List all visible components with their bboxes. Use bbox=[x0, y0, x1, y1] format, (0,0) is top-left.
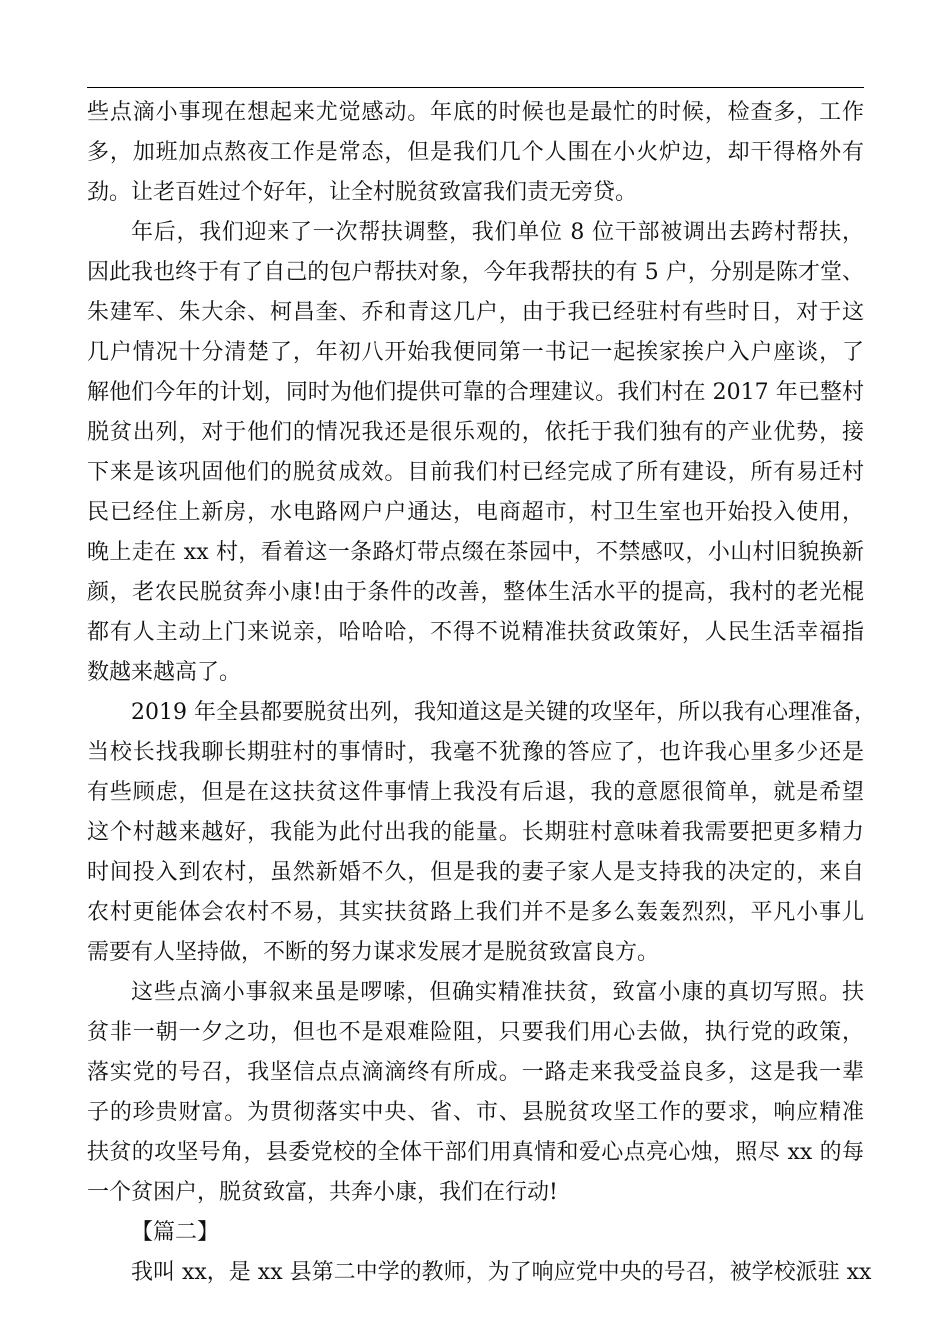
text-line: 脱贫出列，对于他们的情况我还是很乐观的，依托于我们独有的产业优势，接 bbox=[87, 420, 864, 445]
text-line: 民已经住上新房，水电路网户户通达，电商超市，村卫生室也开始投入使用， bbox=[87, 500, 864, 525]
text-line: 多，加班加点熬夜工作是常态，但是我们几个人围在小火炉边，却干得格外有 bbox=[87, 140, 864, 165]
text-line: 时间投入到农村，虽然新婚不久，但是我的妻子家人是支持我的决定的，来自 bbox=[87, 860, 864, 885]
text-line: 因此我也终于有了自己的包户帮扶对象，今年我帮扶的有 5 户，分别是陈才堂、 bbox=[87, 260, 864, 285]
text-line: 颜，老农民脱贫奔小康!由于条件的改善，整体生活水平的提高，我村的老光棍 bbox=[87, 580, 864, 605]
section-heading: 【篇二】 bbox=[131, 1220, 220, 1245]
header-rule bbox=[87, 87, 864, 88]
text-line: 解他们今年的计划，同时为他们提供可靠的合理建议。我们村在 2017 年已整村 bbox=[87, 380, 864, 405]
text-line: 当校长找我聊长期驻村的事情时，我毫不犹豫的答应了，也许我心里多少还是 bbox=[87, 740, 864, 765]
text-line: 需要有人坚持做，不断的努力谋求发展才是脱贫致富良方。 bbox=[87, 940, 660, 965]
text-line: 数越来越高了。 bbox=[87, 660, 242, 685]
text-line: 2019 年全县都要脱贫出列，我知道这是关键的攻坚年，所以我有心理准备， bbox=[131, 700, 876, 725]
text-line: 子的珍贵财富。为贯彻落实中央、省、市、县脱贫攻坚工作的要求，响应精准 bbox=[87, 1100, 864, 1125]
text-line: 下来是该巩固他们的脱贫成效。目前我们村已经完成了所有建设，所有易迁村 bbox=[87, 460, 864, 485]
text-line: 些点滴小事现在想起来尤觉感动。年底的时候也是最忙的时候，检查多，工作 bbox=[87, 100, 864, 125]
text-line: 年后，我们迎来了一次帮扶调整，我们单位 8 位干部被调出去跨村帮扶， bbox=[131, 220, 864, 245]
text-line: 朱建军、朱大余、柯昌奎、乔和青这几户，由于我已经驻村有些时日，对于这 bbox=[87, 300, 864, 325]
text-line: 贫非一朝一夕之功，但也不是艰难险阻，只要我们用心去做，执行党的政策， bbox=[87, 1020, 864, 1045]
text-line: 这个村越来越好，我能为此付出我的能量。长期驻村意味着我需要把更多精力 bbox=[87, 820, 864, 845]
text-line: 一个贫困户，脱贫致富，共奔小康，我们在行动! bbox=[87, 1180, 558, 1205]
text-line: 有些顾虑，但是在这扶贫这件事情上我没有后退，我的意愿很简单，就是希望 bbox=[87, 780, 864, 805]
text-line: 我叫 xx，是 xx 县第二中学的教师，为了响应党中央的号召，被学校派驻 xx bbox=[131, 1260, 872, 1285]
text-line: 这些点滴小事叙来虽是啰嗦，但确实精准扶贫，致富小康的真切写照。扶 bbox=[131, 980, 864, 1005]
text-line: 劲。让老百姓过个好年，让全村脱贫致富我们责无旁贷。 bbox=[87, 180, 638, 205]
text-line: 几户情况十分清楚了，年初八开始我便同第一书记一起挨家挨户入户座谈，了 bbox=[87, 340, 864, 365]
text-line: 农村更能体会农村不易，其实扶贫路上我们并不是多么轰轰烈烈，平凡小事儿 bbox=[87, 900, 864, 925]
text-line: 扶贫的攻坚号角，县委党校的全体干部们用真情和爱心点亮心烛，照尽 xx 的每 bbox=[87, 1140, 864, 1165]
text-line: 晚上走在 xx 村，看着这一条路灯带点缀在茶园中，不禁感叹，小山村旧貌换新 bbox=[87, 540, 864, 565]
text-line: 都有人主动上门来说亲，哈哈哈，不得不说精准扶贫政策好，人民生活幸福指 bbox=[87, 620, 864, 645]
text-line: 落实党的号召，我坚信点点滴滴终有所成。一路走来我受益良多，这是我一辈 bbox=[87, 1060, 864, 1085]
